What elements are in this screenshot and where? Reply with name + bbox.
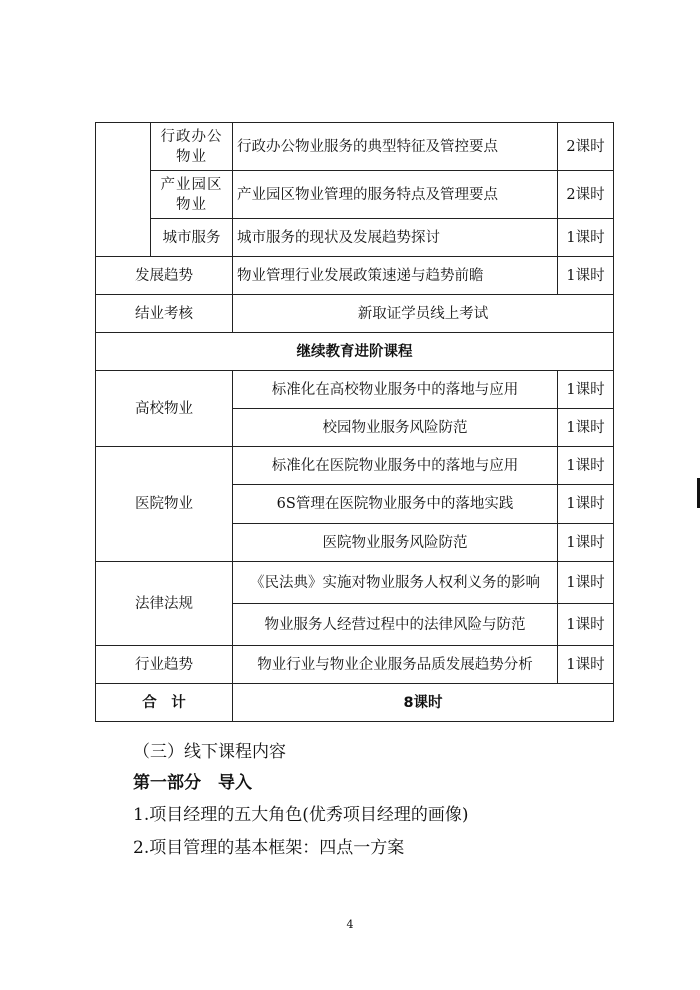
module-cell: 行业趋势 xyxy=(96,646,233,684)
module-cell: 高校物业 xyxy=(96,371,233,447)
topic-cell: 物业行业与物业企业服务品质发展趋势分析 xyxy=(233,646,558,684)
hours-cell: 2课时 xyxy=(558,171,614,219)
topic-cell: 6S管理在医院物业服务中的落地实践 xyxy=(233,485,558,524)
hours-cell: 1课时 xyxy=(558,562,614,604)
hours-cell: 2课时 xyxy=(558,123,614,171)
topic-cell: 标准化在高校物业服务中的落地与应用 xyxy=(233,371,558,409)
table-row xyxy=(96,333,614,371)
table-row xyxy=(96,447,614,485)
hours-cell: 1课时 xyxy=(558,371,614,409)
table-row xyxy=(96,257,614,295)
topic-cell: 行政办公物业服务的典型特征及管控要点 xyxy=(233,123,558,171)
list-item: 1.项目经理的五大角色(优秀项目经理的画像) xyxy=(133,805,469,825)
hours-cell: 1课时 xyxy=(558,409,614,447)
table-row xyxy=(96,562,614,604)
table-row xyxy=(96,123,614,171)
submodule-cell: 行政办公物业 xyxy=(151,123,233,171)
module-cell: 法律法规 xyxy=(96,562,233,646)
hours-cell: 1课时 xyxy=(558,646,614,684)
table-row xyxy=(96,219,614,257)
topic-cell: 产业园区物业管理的服务特点及管理要点 xyxy=(233,171,558,219)
course-table xyxy=(95,122,614,722)
topic-cell: 新取证学员线上考试 xyxy=(233,295,614,333)
topic-cell: 城市服务的现状及发展趋势探讨 xyxy=(233,219,558,257)
list-item: 2.项目管理的基本框架：四点一方案 xyxy=(133,838,405,858)
submodule-cell: 城市服务 xyxy=(151,219,233,257)
topic-cell: 物业管理行业发展政策速递与趋势前瞻 xyxy=(233,257,558,295)
part-heading: 第一部分 导入 xyxy=(133,773,252,793)
topic-cell: 《民法典》实施对物业服务人权利义务的影响 xyxy=(233,562,558,604)
section-header-cell: 继续教育进阶课程 xyxy=(96,333,614,371)
topic-cell: 医院物业服务风险防范 xyxy=(233,524,558,562)
page-number: 4 xyxy=(346,918,354,931)
table-row xyxy=(96,646,614,684)
topic-cell: 标准化在医院物业服务中的落地与应用 xyxy=(233,447,558,485)
module-cell-empty xyxy=(96,123,151,257)
module-cell: 结业考核 xyxy=(96,295,233,333)
module-cell: 医院物业 xyxy=(96,447,233,562)
section-heading: （三）线下课程内容 xyxy=(133,742,286,762)
hours-cell: 1课时 xyxy=(558,447,614,485)
module-cell: 发展趋势 xyxy=(96,257,233,295)
topic-cell: 校园物业服务风险防范 xyxy=(233,409,558,447)
topic-cell: 物业服务人经营过程中的法律风险与防范 xyxy=(233,604,558,646)
hours-cell: 1课时 xyxy=(558,257,614,295)
hours-cell: 1课时 xyxy=(558,219,614,257)
submodule-cell: 产业园区物业 xyxy=(151,171,233,219)
table-row xyxy=(96,295,614,333)
table-row xyxy=(96,371,614,409)
total-label-cell: 合 计 xyxy=(96,684,233,722)
table-row xyxy=(96,684,614,722)
table-row xyxy=(96,171,614,219)
total-value-cell: 8课时 xyxy=(233,684,614,722)
hours-cell: 1课时 xyxy=(558,485,614,524)
hours-cell: 1课时 xyxy=(558,524,614,562)
hours-cell: 1课时 xyxy=(558,604,614,646)
